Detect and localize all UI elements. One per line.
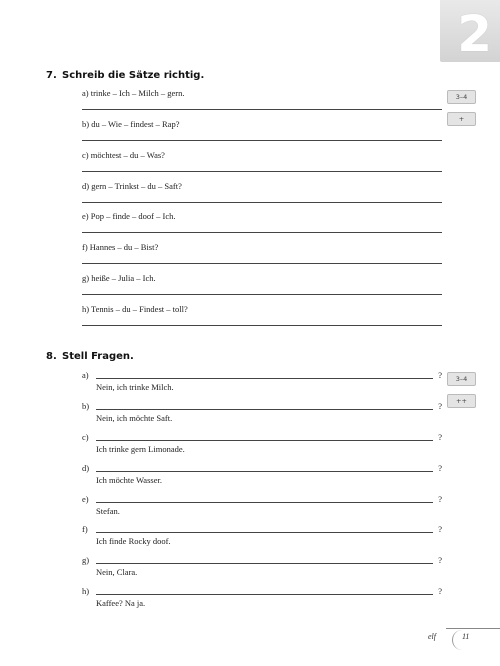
ex7-item-b: b) du – Wie – findest – Rap? <box>82 119 180 129</box>
ex7-answer-line-h[interactable] <box>82 325 442 326</box>
ex8-answer-g: Nein, Clara. <box>96 567 138 577</box>
level-badge: 3–4 <box>447 90 476 104</box>
ex8-answer-c: Ich trinke gern Limonade. <box>96 444 185 454</box>
question-answer-line[interactable] <box>96 471 433 472</box>
exercise-8-heading: Stell Fragen. <box>62 351 134 362</box>
question-mark: ? <box>438 586 442 596</box>
chapter-tab <box>440 0 500 62</box>
ex7-answer-line-a[interactable] <box>82 109 442 110</box>
ex8-answer-h: Kaffee? Na ja. <box>96 598 146 608</box>
question-answer-line[interactable] <box>96 440 433 441</box>
ex7-answer-line-c[interactable] <box>82 171 442 172</box>
ex8-answer-d: Ich möchte Wasser. <box>96 475 162 485</box>
question-letter: b) <box>82 401 90 411</box>
page-number: 11 <box>462 632 470 641</box>
question-letter: a) <box>82 370 89 380</box>
question-answer-line[interactable] <box>96 378 433 379</box>
exercise-8-title <box>46 351 134 362</box>
ex8-question-f <box>82 524 442 536</box>
ex8-question-g <box>82 555 442 567</box>
ex7-item-e: e) Pop – finde – doof – Ich. <box>82 211 176 221</box>
footer-rule <box>446 628 500 629</box>
question-mark: ? <box>438 555 442 565</box>
ex8-question-e <box>82 494 442 506</box>
ex7-item-g: g) heiße – Julia – Ich. <box>82 273 156 283</box>
question-mark: ? <box>438 401 442 411</box>
question-letter: d) <box>82 463 90 473</box>
exercise-7-number: 7. <box>46 70 57 81</box>
ex7-item-a: a) trinke – Ich – Milch – gern. <box>82 88 185 98</box>
difficulty-badge: ++ <box>447 394 476 408</box>
exercise-8-number: 8. <box>46 351 57 362</box>
ex7-answer-line-b[interactable] <box>82 140 442 141</box>
question-answer-line[interactable] <box>96 563 433 564</box>
ex8-question-b <box>82 401 442 413</box>
ex7-answer-line-f[interactable] <box>82 263 442 264</box>
page-number-word: elf <box>428 632 436 641</box>
exercise-7-heading: Schreib die Sätze richtig. <box>62 70 205 81</box>
ex7-answer-line-e[interactable] <box>82 232 442 233</box>
question-letter: e) <box>82 494 89 504</box>
ex8-question-d <box>82 463 442 475</box>
question-answer-line[interactable] <box>96 409 433 410</box>
ex8-question-a <box>82 370 442 382</box>
ex7-item-f: f) Hannes – du – Bist? <box>82 242 159 252</box>
question-answer-line[interactable] <box>96 594 433 595</box>
exercise-7-title <box>46 70 204 81</box>
ex7-answer-line-d[interactable] <box>82 202 442 203</box>
question-letter: g) <box>82 555 90 565</box>
chapter-number: 2 <box>457 5 492 63</box>
question-answer-line[interactable] <box>96 532 433 533</box>
question-mark: ? <box>438 494 442 504</box>
ex8-answer-b: Nein, ich möchte Saft. <box>96 413 173 423</box>
question-mark: ? <box>438 463 442 473</box>
ex7-item-h: h) Tennis – du – Findest – toll? <box>82 304 188 314</box>
question-mark: ? <box>438 370 442 380</box>
question-letter: c) <box>82 432 89 442</box>
question-mark: ? <box>438 432 442 442</box>
ex8-answer-e: Stefan. <box>96 506 120 516</box>
ex8-question-c <box>82 432 442 444</box>
level-badge: 3–4 <box>447 372 476 386</box>
ex7-item-c: c) möchtest – du – Was? <box>82 150 165 160</box>
ex7-answer-line-g[interactable] <box>82 294 442 295</box>
ex8-question-h <box>82 586 442 598</box>
question-answer-line[interactable] <box>96 502 433 503</box>
ex8-answer-f: Ich finde Rocky doof. <box>96 536 171 546</box>
ex8-answer-a: Nein, ich trinke Milch. <box>96 382 174 392</box>
question-letter: f) <box>82 524 88 534</box>
question-mark: ? <box>438 524 442 534</box>
ex7-item-d: d) gern – Trinkst – du – Saft? <box>82 181 182 191</box>
question-letter: h) <box>82 586 90 596</box>
difficulty-badge: + <box>447 112 476 126</box>
